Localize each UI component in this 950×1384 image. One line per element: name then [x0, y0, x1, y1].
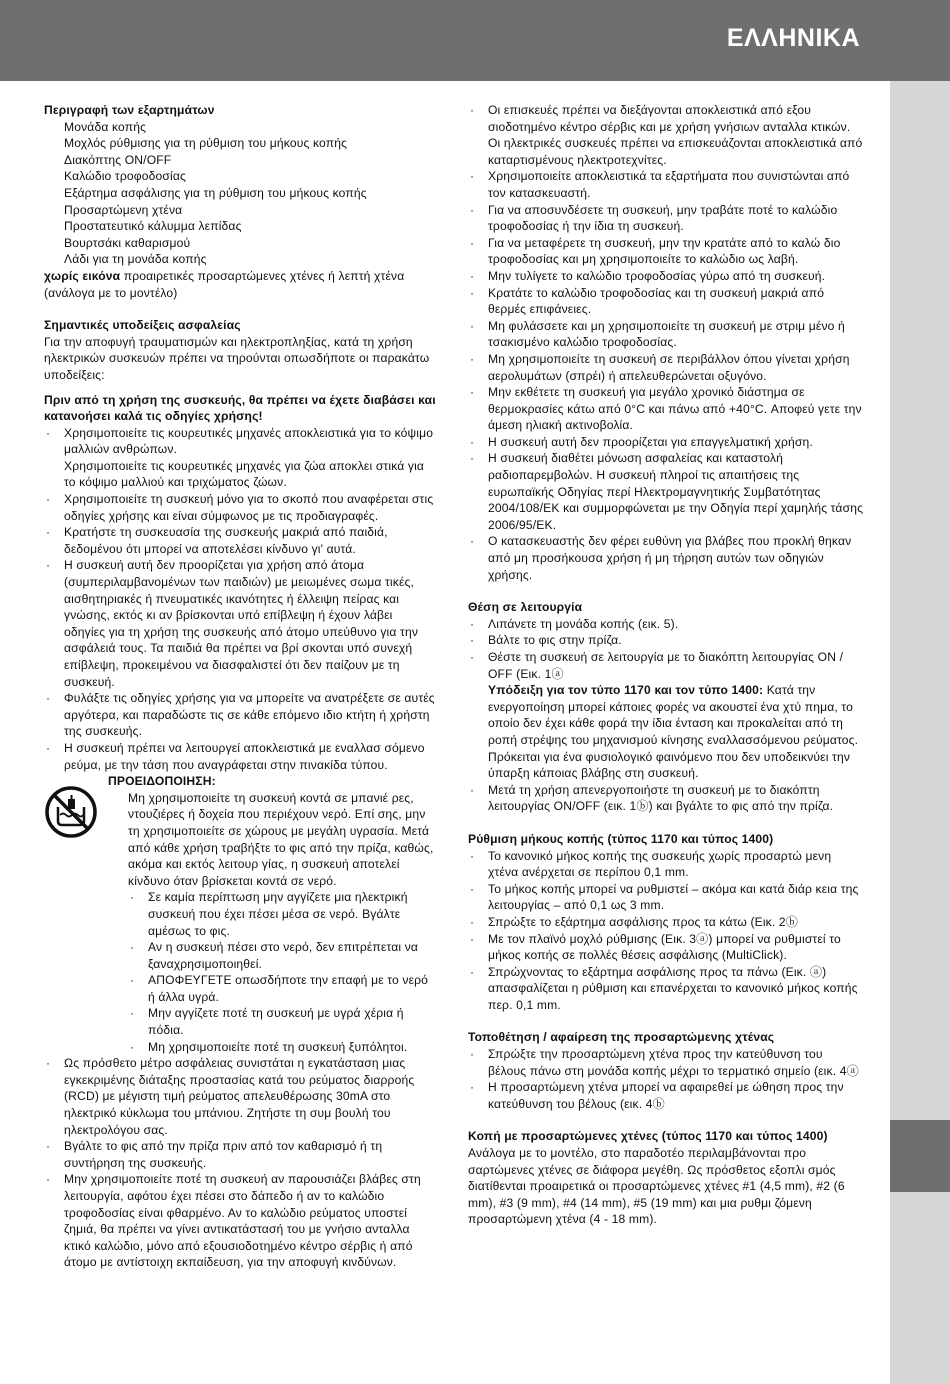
length-step: · Σπρώχνοντας το εξάρτημα ασφάλισης προς τα πάνω (Εικ. ⓐ) απασφαλίζεται η ρύθμιση και επανέρχεται το κανονικό μήκος κοπής περ. 0,1 mm.	[468, 964, 864, 1014]
warning-bullet: · Σε καμία περίπτωση μην αγγίζετε μια ηλεκτρική συσκευή που έχει πέσει μέσα σε νερό. Βγάλτε αμέσως το φις.	[128, 889, 436, 939]
no-image-label: χωρίς εικόνα	[44, 268, 121, 283]
part-item: Διακόπτης ON/OFF	[64, 152, 172, 167]
safety-bullet: · Χρησιμοποιείτε αποκλειστικά τα εξαρτήματα που συνιστώνται από τον κατασκευαστή.	[468, 168, 864, 201]
attach-step: · Η προσαρτώμενη χτένα μπορεί να αφαιρεθεί με ώθηση προς την κατεύθυνση του βέλους (εικ. 4ⓑ	[468, 1079, 864, 1112]
operation-step: · Λιπάνετε τη μονάδα κοπής (εικ. 5).	[468, 616, 864, 633]
part-item: Μοχλός ρύθμισης για τη ρύθμιση του μήκους κοπής	[64, 136, 348, 151]
warning-bullet: · Αν η συσκευή πέσει στο νερό, δεν επιτρέπεται να ξαναχρησιμοποιηθεί.	[128, 939, 436, 972]
right-column	[468, 102, 864, 1228]
length-heading: Ρύθμιση μήκους κοπής (τύπος 1170 και τύπος 1400)	[468, 831, 774, 846]
operation-note-label: Υπόδειξη για τον τύπο 1170 και τον τύπο 1400:	[488, 683, 764, 698]
operation-note-text: Κατά την ενεργοποίηση μπορεί κάποιες φορές να ακουστεί ένα χτύ πημα, το οποίο δεν έχει κάθε φορά την ίδια ένταση και προκαλείται από τη ροπή στρέψης του μηχανισμού κίνησης εναλλασσόμενου ρεύματος. Πρόκειται για ένα φυσιολογικό φαινόμενο που δεν υποδεικνύει την ύπαρξη κάποιας βλάβης στη συσκευή.	[488, 683, 859, 781]
safety-bullet: · Για να αποσυνδέσετε τη συσκευή, μην τραβάτε ποτέ το καλώδιο τροφοδοσίας ή την ίδια τη συσκευή.	[468, 202, 864, 235]
safety-bullet: · Η συσκευή αυτή δεν προορίζεται για χρήση από άτομα (συμπεριλαμβανομένων των παιδιών) με μειωμένες σωμα τικές, αισθητηριακές ή πνευματικές ικανότητες ή έλλειψη πείρας και γνώσης, εκτός κι αν βρίσκονται υπό επίβλεψη ή έχουν λάβει οδηγίες για τη χρήση της συσκευής από άτομο υπεύθυνο για την ασφάλειά τους. Τα παιδιά θα πρέπει να βρί σκονται υπό συνεχή επίβλεψη, προκειμένου να διασφαλιστεί ότι δεν παίζουν με τη συσκευή.	[44, 557, 436, 690]
page-title: ΕΛΛΗΝΙΚΑ	[726, 24, 860, 52]
safety-bullet: · Η συσκευή διαθέτει μόνωση ασφαλείας και καταστολή ραδιοπαρεμβολών. Η συσκευή πληροί τις απαιτήσεις της ευρωπαϊκής Οδηγίας περί Ηλεκτρομαγνητικής Συμβατότητας 2004/108/ΕΚ και συμμορφώνεται με την Οδηγία περί χαμηλής τάσης 2006/95/ΕΚ.	[468, 450, 864, 533]
length-step: · Σπρώξτε το εξάρτημα ασφάλισης προς τα κάτω (Εικ. 2ⓑ	[468, 914, 864, 931]
operation-step: · Θέστε τη συσκευή σε λειτουργία με το διακόπτη λειτουργίας ON / OFF (Εικ. 1ⓐ	[468, 649, 864, 682]
operation-step: · Μετά τη χρήση απενεργοποιήστε τη συσκευή με το διακόπτη λειτουργίας ON/OFF (εικ. 1ⓑ) και βγάλτε το φις από την πρίζα.	[468, 782, 864, 815]
safety-bullet-continued: Χρησιμοποιείτε τις κουρευτικές μηχανές για ζώα αποκλει στικά για το κόψιμο μαλλιού και τριχώματος ζώων.	[64, 458, 425, 490]
operation-note	[468, 682, 864, 782]
length-step: · Το μήκος κοπής μπορεί να ρυθμιστεί – ακόμα και κατά διάρ κεια της λειτουργίας – από 0,1 ως 3 mm.	[468, 881, 864, 914]
safety-bullet: · Για να μεταφέρετε τη συσκευή, μην την κρατάτε από το καλώ διο τροφοδοσίας και μη χρησιμοποιείτε το καλώδιο ως λαβή.	[468, 235, 864, 268]
safety-bullet: · Βγάλτε το φις από την πρίζα πριν από τον καθαρισμό ή τη συντήρηση της συσκευής.	[44, 1138, 436, 1171]
length-step: · Με τον πλαϊνό μοχλό ρύθμισης (Εικ. 3ⓐ) μπορεί να ρυθμιστεί το μήκος κοπής σε πολλές θέσεις ασφάλισης (MultiClick).	[468, 931, 864, 964]
length-step: · Το κανονικό μήκος κοπής της συσκευής χωρίς προσαρτώ μενη χτένα ανέρχεται σε περίπου 0,1 mm.	[468, 848, 864, 881]
warning-block	[44, 773, 436, 1055]
part-item: Μονάδα κοπής	[64, 119, 147, 134]
no-bath-water-warning-icon	[44, 785, 98, 839]
warning-text: Μη χρησιμοποιείτε τη συσκευή κοντά σε μπανιέ ρες, ντουζιέρες ή δοχεία που περιέχουν νερό. Επί σης, μην τη χρησιμοποιείτε σε χώρους με μεγάλη υγρασία. Μετά από κάθε χρήση τραβήξτε το φις από την πρίζα, καθώς, ακόμα και εκτός λειτουρ γίας, η συσκευή αποτελεί κίνδυνο όταν βρίσκεται κοντά σε νερό.	[128, 790, 434, 888]
attach-step: · Σπρώξτε την προσαρτώμενη χτένα προς την κατεύθυνση του βέλους πάνω στη μονάδα κοπής μέχρι το τερματικό σημείο (εικ. 4ⓐ	[468, 1046, 864, 1079]
safety-bullet: · Μη φυλάσσετε και μη χρησιμοποιείτε τη συσκευή με στριμ μένο ή τσακισμένο καλώδιο τροφοδοσίας.	[468, 318, 864, 351]
part-item: Βουρτσάκι καθαρισμού	[64, 235, 191, 250]
warning-bullet: · Μην αγγίζετε ποτέ τη συσκευή με υγρά χέρια ή πόδια.	[128, 1005, 436, 1038]
side-tab	[890, 1120, 950, 1192]
safety-bullet: · Χρησιμοποιείτε τις κουρευτικές μηχανές αποκλειστικά για το κόψιμο μαλλιών ανθρώπων.	[44, 425, 436, 458]
safety-bullet: · Η συσκευή αυτή δεν προορίζεται για επαγγελματική χρήση.	[468, 434, 864, 451]
warning-bullet: · ΑΠΟΦΕΥΓΕΤΕ οπωσδήποτε την επαφή με το νερό ή άλλα υγρά.	[128, 972, 436, 1005]
part-item: Καλώδιο τροφοδοσίας	[64, 169, 186, 184]
safety-heading: Σημαντικές υποδείξεις ασφαλείας	[44, 318, 241, 333]
no-image-text: προαιρετικές προσαρτώμενες χτένες ή λεπτή χτένα (ανάλογα με το μοντέλο)	[44, 268, 405, 300]
before-use-note: Πριν από τη χρήση της συσκευής, θα πρέπει να έχετε διαβάσει και κατανοήσει καλά τις οδηγίες χρήσης!	[44, 392, 436, 424]
warning-title: ΠΡΟΕΙΔΟΠΟΙΗΣΗ:	[108, 774, 216, 789]
safety-bullet: · Ο κατασκευαστής δεν φέρει ευθύνη για βλάβες που προκλή θηκαν από μη προσήκουσα χρήση ή μη τήρηση αυτών των οδηγιών χρήσης.	[468, 533, 864, 583]
part-item: Εξάρτημα ασφάλισης για τη ρύθμιση του μήκους κοπής	[64, 185, 367, 200]
safety-bullet: · Κρατάτε το καλώδιο τροφοδοσίας και τη συσκευή μακριά από θερμές επιφάνειες.	[468, 285, 864, 318]
safety-bullet: · Μην τυλίγετε το καλώδιο τροφοδοσίας γύρω από τη συσκευή.	[468, 268, 864, 285]
combs-text: Ανάλογα με το μοντέλο, στο παραδοτέο περιλαμβάνονται προ σαρτώμενες χτένες σε διάφορα μεγέθη. Ως πρόσθετος εξοπλι σμός διατίθενται προαιρετικά οι προσαρτώμενες χτένες #1 (4,5 mm), #2 (6 mm), #3 (9 mm), #4 (14 mm), #5 (19 mm) και μια ρυθμι ζόμενη προσαρτώμενη χτένα (4 - 18 mm).	[468, 1146, 845, 1227]
attach-heading: Τοποθέτηση / αφαίρεση της προσαρτώμενης χτένας	[468, 1030, 775, 1045]
safety-bullet: · Η συσκευή πρέπει να λειτουργεί αποκλειστικά με εναλλασ σόμενο ρεύμα, με την τάση που αναγράφεται στην πινακίδα τύπου.	[44, 740, 436, 773]
safety-bullet: · Μην χρησιμοποιείτε ποτέ τη συσκευή αν παρουσιάζει βλάβες στη λειτουργία, αφότου έχει πέσει στο δάπεδο ή αν το καλώδιο τροφοδοσίας είναι φθαρμένο. Αν το καλώδιο ρεύματος υποστεί ζημιά, θα πρέπει να γίνει αντικατάστασή του με γνήσιο ανταλλα κτικό καλώδιο, μόνο από εξουσιοδοτημένο κέντρο σέρβις ή από άτομο με αντίστοιχη εκπαίδευση, για την αποφυγή κινδύνων.	[44, 1171, 436, 1271]
parts-list	[44, 119, 436, 268]
safety-bullet: · Κρατήστε τη συσκευασία της συσκευής μακριά από παιδιά, δεδομένου ότι μπορεί να αποτελέσει κίνδυνο γι' αυτά.	[44, 524, 436, 557]
safety-intro: Για την αποφυγή τραυματισμών και ηλεκτροπληξίας, κατά τη χρήση ηλεκτρικών συσκευών πρέπει να τηρούνται οπωσδήποτε οι παρακάτω υποδείξεις:	[44, 334, 430, 382]
warning-bullet: · Μη χρησιμοποιείτε ποτέ τη συσκευή ξυπόλητοι.	[128, 1039, 436, 1056]
part-item: Λάδι για τη μονάδα κοπής	[64, 252, 207, 267]
operation-heading: Θέση σε λειτουργία	[468, 600, 583, 615]
safety-bullet: · Μη χρησιμοποιείτε τη συσκευή σε περιβάλλον όπου γίνεται χρήση αερολυμάτων (σπρέι) ή απελευθερώνεται οξυγόνο.	[468, 351, 864, 384]
part-item: Προσαρτώμενη χτένα	[64, 202, 183, 217]
safety-bullet: · Φυλάξτε τις οδηγίες χρήσης για να μπορείτε να ανατρέξετε σε αυτές αργότερα, και παραδώστε τις σε κάθε επόμενο ιδιο κτήτη ή χρήστη της συσκευής.	[44, 690, 436, 740]
safety-bullet: · Ως πρόσθετο μέτρο ασφάλειας συνιστάται η εγκατάσταση μιας εγκεκριμένης διάταξης προστασίας κατά του ρεύματος διαρροής (RCD) με μέγιστη τιμή ρεύματος απελευθέρωσης 30mA στο ηλεκτρικό κύκλωμα του μπάνιου. Ζητήστε τη συμ βουλή του ηλεκτρολόγου σας.	[44, 1055, 436, 1138]
no-image-note	[44, 268, 436, 301]
safety-bullet: · Μην εκθέτετε τη συσκευή για μεγάλο χρονικό διάστημα σε θερμοκρασίες κάτω από 0°C και πάνω από +40°C. Αποφεύ γετε την άμεση ηλιακή ακτινοβολία.	[468, 384, 864, 434]
left-column	[44, 102, 436, 1271]
combs-heading: Κοπή με προσαρτώμενες χτένες (τύπος 1170 και τύπος 1400)	[468, 1129, 828, 1144]
part-item: Προστατευτικό κάλυμμα λεπίδας	[64, 219, 242, 234]
safety-bullet: · Χρησιμοποιείτε τη συσκευή μόνο για το σκοπό που αναφέρεται στις οδηγίες χρήσης και είναι σύμφωνος με τις προδιαγραφές.	[44, 491, 436, 524]
safety-bullet: · Οι επισκευές πρέπει να διεξάγονται αποκλειστικά από εξου σιοδοτημένο κέντρο σέρβις και με χρήση γνήσιων ανταλλα κτικών. Οι ηλεκτρικές συσκευές πρέπει να επισκευάζονται αποκλειστικά από καταρτισμένους ηλεκτροτεχνίτες.	[468, 102, 864, 168]
parts-heading: Περιγραφή των εξαρτημάτων	[44, 103, 215, 117]
operation-step: · Βάλτε το φις στην πρίζα.	[468, 632, 864, 649]
